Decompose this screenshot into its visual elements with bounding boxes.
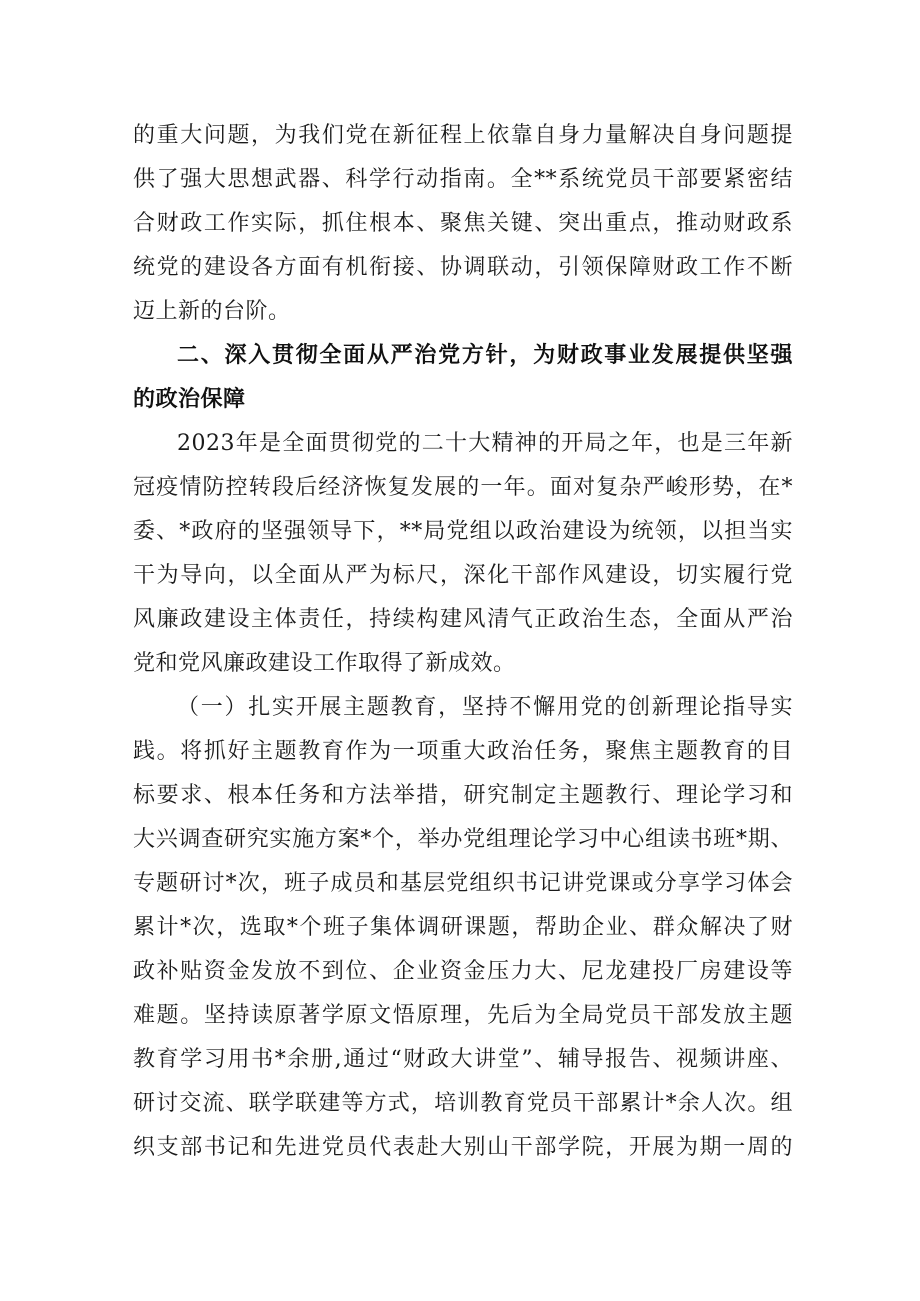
body-text-line: 累计*次，选取*个班子集体调研课题，帮助企业、群众解决了财 [133, 915, 793, 940]
body-text-line: 大兴调查研究实施方案*个，举办党组理论学习中心组读书班*期、 [133, 827, 793, 852]
body-text-line: 研讨交流、联学联建等方式，培训教育党员干部累计*余人次。组 [133, 1091, 793, 1116]
body-text-line: 冠疫情防控转段后经济恢复发展的一年。面对复杂严峻形势，在* [133, 475, 793, 500]
section-heading: 的政治保障 [133, 387, 246, 412]
body-text-line: 践。将抓好主题教育作为一项重大政治任务，聚焦主题教育的目 [133, 739, 793, 764]
body-text-line: 干为导向，以全面从严为标尺，深化干部作风建设，切实履行党 [133, 563, 793, 588]
body-text-line: 织支部书记和先进党员代表赴大别山干部学院，开展为期一周的 [133, 1135, 793, 1160]
body-text-line: 合财政工作实际，抓住根本、聚焦关键、突出重点，推动财政系 [133, 211, 793, 236]
body-text-line: 供了强大思想武器、科学行动指南。全**系统党员干部要紧密结 [133, 167, 793, 192]
body-text-line: 统党的建设各方面有机衔接、协调联动，引领保障财政工作不断 [133, 255, 793, 280]
body-text-line: 政补贴资金发放不到位、企业资金压力大、尼龙建投厂房建设等 [133, 959, 793, 984]
body-text-line: 的重大问题，为我们党在新征程上依靠自身力量解决自身问题提 [133, 123, 793, 148]
body-text-line: 党和党风廉政建设工作取得了新成效。 [133, 651, 516, 676]
body-text-line: 委、*政府的坚强领导下，**局党组以政治建设为统领，以担当实 [133, 519, 793, 544]
body-text-line: 迈上新的台阶。 [133, 299, 291, 324]
body-text-line: 标要求、根本任务和方法举措，研究制定主题教行、理论学习和 [133, 783, 793, 808]
body-text-line: 教育学习用书*余册,通过“财政大讲堂”、辅导报告、视频讲座、 [133, 1047, 793, 1072]
body-text-line: 2023年是全面贯彻党的二十大精神的开局之年，也是三年新 [177, 431, 793, 456]
section-heading: 二、深入贯彻全面从严治党方针，为财政事业发展提供坚强 [177, 343, 793, 368]
body-text-line: 专题研讨*次，班子成员和基层党组织书记讲党课或分享学习体会 [133, 871, 793, 896]
body-text-line: 难题。坚持读原著学原文悟原理，先后为全局党员干部发放主题 [133, 1003, 793, 1028]
subsection-lead-line: （一）扎实开展主题教育，坚持不懈用党的创新理论指导实 [177, 695, 793, 720]
body-text-line: 风廉政建设主体责任，持续构建风清气正政治生态，全面从严治 [133, 607, 793, 632]
